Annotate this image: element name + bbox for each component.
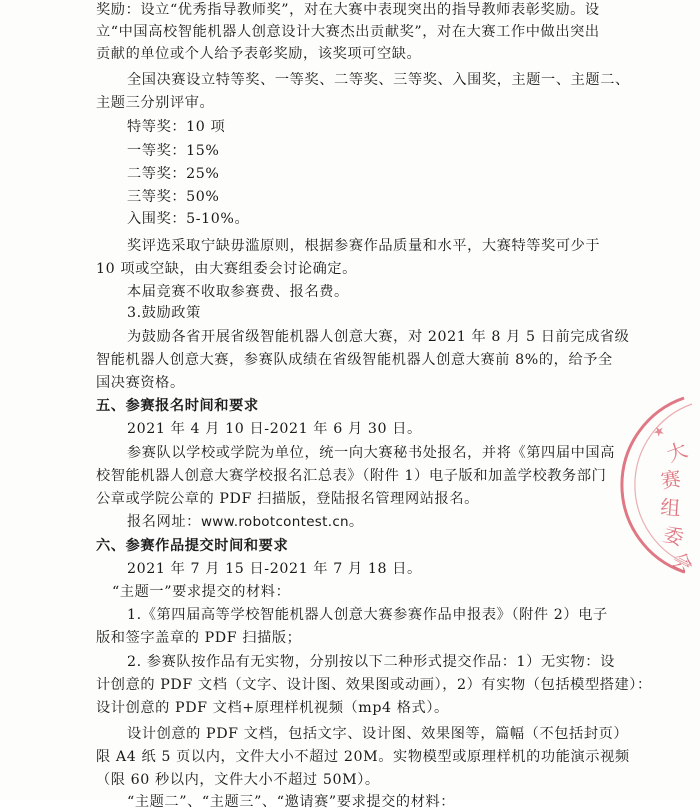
text-line: 10 项或空缺，由大赛组委会讨论确定。	[96, 261, 357, 277]
svg-text:★: ★	[650, 422, 669, 442]
text-line: 本届竞赛不收取参赛费、报名费。	[127, 284, 349, 300]
official-seal-stamp	[648, 390, 700, 580]
text-line: 计创意的 PDF 文档（文字、设计图、效果图或动画），2）有实物（包括模型搭建）：	[96, 677, 652, 693]
award-special: 特等奖：10 项	[127, 119, 226, 135]
text-line: 全国决赛设立特等奖、一等奖、二等奖、三等奖、入围奖，主题一、主题二、	[127, 72, 630, 88]
section-subheading: 3.鼓励政策	[127, 305, 201, 321]
text-line: “主题一”要求提交的材料：	[112, 584, 291, 600]
text-line: 版和签字盖章的 PDF 扫描版；	[96, 630, 302, 646]
text-line: 公章或学院公章的 PDF 扫描版，登陆报名管理网站报名。	[96, 491, 479, 507]
registration-url-label: 报名网址：	[127, 514, 201, 530]
award-second: 二等奖：25%	[127, 166, 220, 182]
svg-text:组: 组	[659, 495, 682, 521]
text-line: 设计创意的 PDF 文档+原理样机视频（mp4 格式）。	[96, 700, 449, 716]
award-third: 三等奖：50%	[127, 189, 220, 205]
text-line: 主题三分别评审。	[96, 95, 215, 111]
text-line: 立“中国高校智能机器人创意设计大赛杰出贡献奖”，对在大赛工作中做出突出	[96, 24, 600, 40]
svg-text:会: 会	[667, 547, 697, 578]
text-line: 为鼓励各省开展省级智能机器人创意大赛，对 2021 年 8 月 5 日前完成省级	[127, 329, 630, 345]
svg-text:委: 委	[660, 521, 687, 551]
text-line: 2021 年 4 月 10 日-2021 年 6 月 30 日。	[127, 421, 422, 437]
text-line: 国决赛资格。	[96, 375, 185, 391]
section-heading-submission: 六、参赛作品提交时间和要求	[96, 538, 289, 554]
award-finalist: 入围奖：5-10%。	[127, 211, 250, 227]
text-line: “主题二”、“主题三”、“邀请赛”要求提交的材料：	[127, 794, 456, 810]
text-line: 参赛队以学校或学院为单位，统一向大赛秘书处报名，并将《第四届中国高	[127, 445, 615, 461]
text-line: 贡献的单位或个人给予表彰奖励，该奖项可空缺。	[96, 46, 422, 62]
svg-text:大: 大	[663, 437, 691, 467]
registration-url-link[interactable]: www.robotcontest.cn	[200, 514, 349, 530]
registration-url-line	[127, 512, 364, 532]
text-line: 2. 参赛队按作品有无实物，分别按以下二种形式提交作品：1）无实物：设	[127, 654, 615, 670]
award-first: 一等奖：15%	[127, 143, 220, 159]
text-line: （限 60 秒以内，文件大小不超过 50M）。	[96, 772, 380, 788]
text-line: 1.《第四届高等学校智能机器人创意大赛参赛作品申报表》（附件 2）电子	[127, 607, 608, 623]
seal-graphic	[648, 390, 700, 580]
svg-text:赛: 赛	[659, 466, 683, 493]
text-line: 限 A4 纸 5 页以内，文件大小不超过 20M。实物模型或原理样机的功能演示视频	[96, 749, 630, 765]
section-heading-registration: 五、参赛报名时间和要求	[96, 398, 259, 414]
text-line: 奖励：设立“优秀指导教师奖”，对在大赛中表现突出的指导教师表彰奖励。设	[96, 2, 600, 18]
registration-url-period: 。	[348, 514, 364, 530]
text-line: 校智能机器人创意大赛学校报名汇总表》（附件 1）电子版和加盖学校教务部门	[96, 468, 607, 484]
text-line: 智能机器人创意大赛，参赛队成绩在省级智能机器人创意大赛前 8%的，给予全	[96, 352, 613, 368]
text-line: 设计创意的 PDF 文档，包括文字、设计图、效果图等，篇幅（不包括封页）	[127, 726, 629, 742]
text-line: 奖评选采取宁缺毋滥原则，根据参赛作品质量和水平，大赛特等奖可少于	[127, 238, 601, 254]
text-line: 2021 年 7 月 15 日-2021 年 7 月 18 日。	[127, 561, 422, 577]
